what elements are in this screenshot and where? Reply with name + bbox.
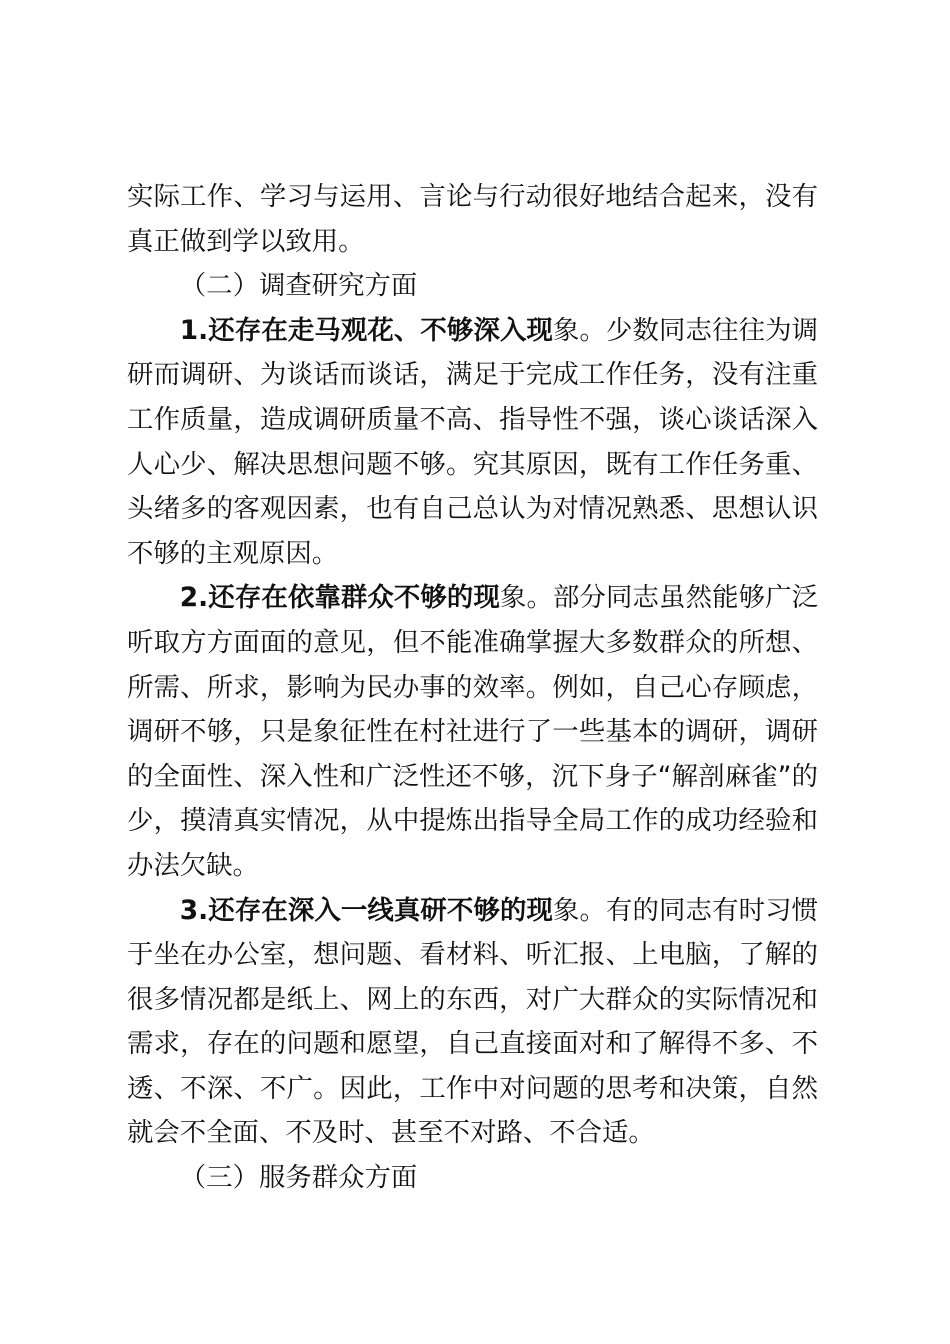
section-heading-investigation (127, 264, 818, 309)
paragraph-text: 象。部分同志虽然能够广泛听取方方面面的意见，但不能准确掌握大多数群众的所想、所需、所求，影响为民办事的效率。例如，自己心存顾虑，调研不够，只是象征性在村社进行了一些基本的调研，调研的全面性、深入性和广泛性还不够，沉下身子“解剖麻雀”的少，摸清真实情况，从中提炼出指导全局工作的成功经验和办法欠缺。 (127, 582, 819, 881)
paragraph-item-3 (127, 889, 818, 1157)
paragraph-text: 实际工作、学习与运用、言论与行动很好地结合起来，没有真正做到学以致用。 (127, 181, 818, 257)
paragraph-text: 象。有的同志有时习惯于坐在办公室，想问题、看材料、听汇报、上电脑，了解的很多情况都是纸上、网上的东西，对广大群众的实际情况和需求，存在的问题和愿望，自己直接面对和了解得不多、不透、不深、不广。因此，工作中对问题的思考和决策，自然就会不全面、不及时、甚至不对路、不合适。 (127, 894, 818, 1149)
paragraph-lead: 1.还存在走马观花、不够深入现 (179, 314, 553, 346)
paragraph-item-2 (127, 576, 818, 888)
document-body (127, 175, 818, 1201)
section-heading-service (127, 1156, 818, 1201)
section-heading-text: （三）服务群众方面 (179, 1162, 418, 1194)
paragraph-continuation (127, 175, 818, 264)
paragraph-item-1 (127, 309, 818, 577)
section-heading-text: （二）调查研究方面 (179, 270, 418, 302)
paragraph-text: 象。少数同志往往为调研而调研、为谈话而谈话，满足于完成工作任务，没有注重工作质量，造成调研质量不高、指导性不强，谈心谈话深入人心少、解决思想问题不够。究其原因，既有工作任务重、头绪多的客观因素，也有自己总认为对情况熟悉、思想认识不够的主观原因。 (127, 314, 818, 569)
paragraph-lead: 2.还存在依靠群众不够的现 (179, 582, 500, 614)
paragraph-lead: 3.还存在深入一线真研不够的现 (179, 894, 553, 926)
